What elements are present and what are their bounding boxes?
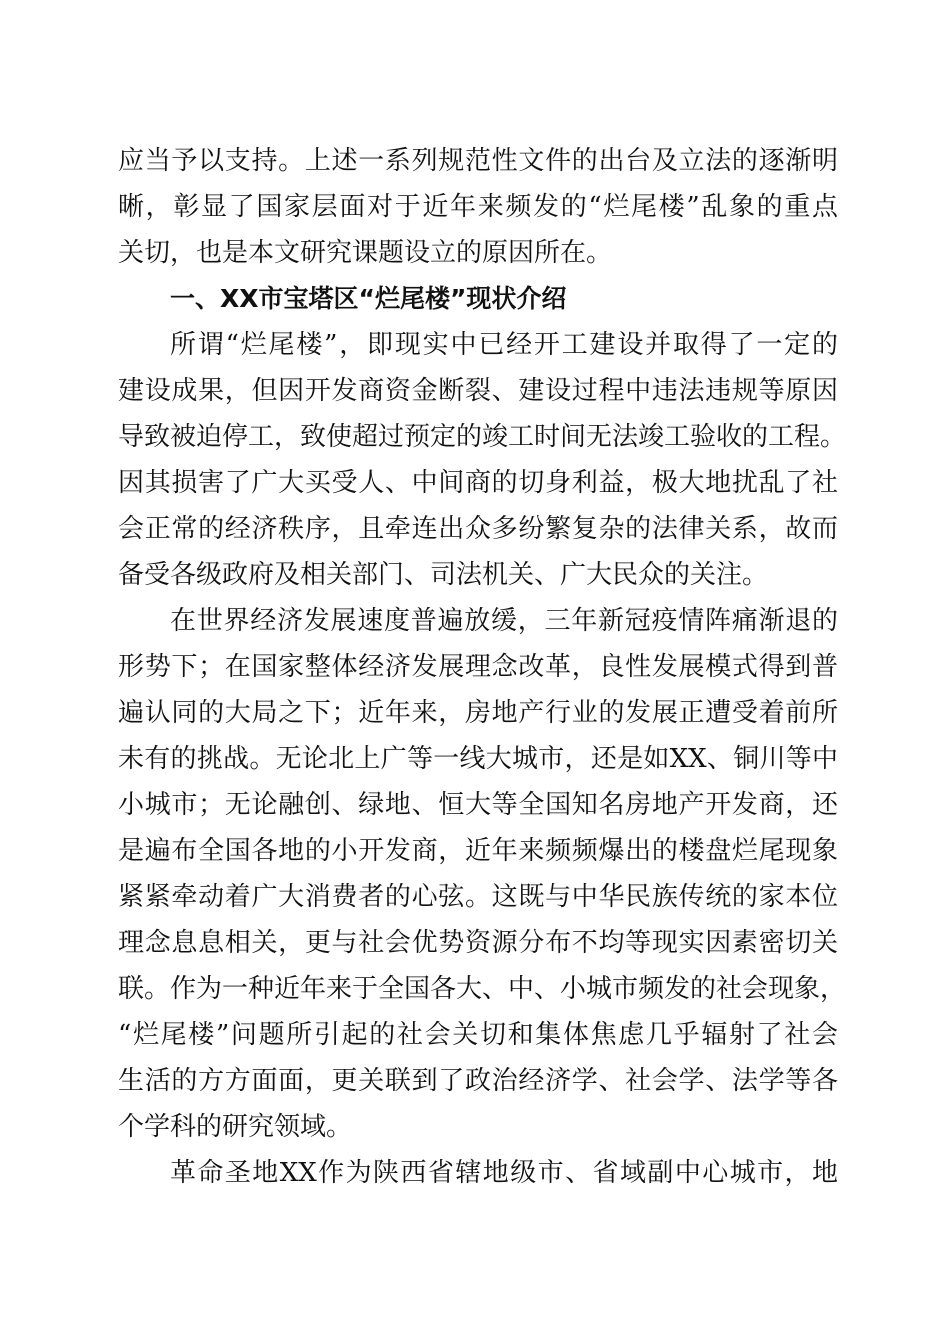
paragraph-2-line-8: 理念息息相关，更与社会优势资源分布不均等现实因素密切关 xyxy=(118,928,838,958)
paragraph-2-line-9: 联。作为一种近年来于全国各大、中、小城市频发的社会现象， xyxy=(118,974,847,1004)
paragraph-2-line-4: 未有的挑战。无论北上广等一线大城市，还是如XX、铜川等中 xyxy=(118,744,838,774)
paragraph-1-line-3: 导致被迫停工，致使超过预定的竣工时间无法竣工验收的工程。 xyxy=(118,422,847,452)
intro-line-3: 关切，也是本文研究课题设立的原因所在。 xyxy=(118,238,613,268)
paragraph-2-line-10: “烂尾楼”问题所引起的社会关切和集体焦虑几乎辐射了社会 xyxy=(118,1020,838,1050)
section-heading: 一、XX市宝塔区“烂尾楼”现状介绍 xyxy=(170,284,567,313)
intro-line-2: 晰，彰显了国家层面对于近年来频发的“烂尾楼”乱象的重点 xyxy=(118,192,838,222)
paragraph-1-line-5: 会正常的经济秩序，且牵连出众多纷繁复杂的法律关系，故而 xyxy=(118,514,838,544)
paragraph-1-line-2: 建设成果，但因开发商资金断裂、建设过程中违法违规等原因 xyxy=(118,376,838,406)
intro-line-1: 应当予以支持。上述一系列规范性文件的出台及立法的逐渐明 xyxy=(118,146,838,176)
paragraph-2-line-1: 在世界经济发展速度普遍放缓，三年新冠疫情阵痛渐退的 xyxy=(170,606,838,636)
paragraph-2-line-5: 小城市；无论融创、绿地、恒大等全国知名房地产开发商，还 xyxy=(118,790,838,820)
paragraph-1-line-6: 备受各级政府及相关部门、司法机关、广大民众的关注。 xyxy=(118,560,769,590)
paragraph-2-line-7: 紧紧牵动着广大消费者的心弦。这既与中华民族传统的家本位 xyxy=(118,882,838,912)
paragraph-2-line-2: 形势下；在国家整体经济发展理念改革，良性发展模式得到普 xyxy=(118,652,838,682)
paragraph-2-line-3: 遍认同的大局之下；近年来，房地产行业的发展正遭受着前所 xyxy=(118,698,838,728)
paragraph-1-line-1: 所谓“烂尾楼”，即现实中已经开工建设并取得了一定的 xyxy=(170,330,838,360)
paragraph-2-line-11: 生活的方方面面，更关联到了政治经济学、社会学、法学等各 xyxy=(118,1066,838,1096)
paragraph-1-line-4: 因其损害了广大买受人、中间商的切身利益，极大地扰乱了社 xyxy=(118,468,838,498)
paragraph-2-line-6: 是遍布全国各地的小开发商，近年来频频爆出的楼盘烂尾现象 xyxy=(118,836,838,866)
paragraph-2-line-12: 个学科的研究领域。 xyxy=(118,1112,353,1142)
paragraph-3-line-1: 革命圣地XX作为陕西省辖地级市、省域副中心城市，地 xyxy=(170,1158,838,1188)
